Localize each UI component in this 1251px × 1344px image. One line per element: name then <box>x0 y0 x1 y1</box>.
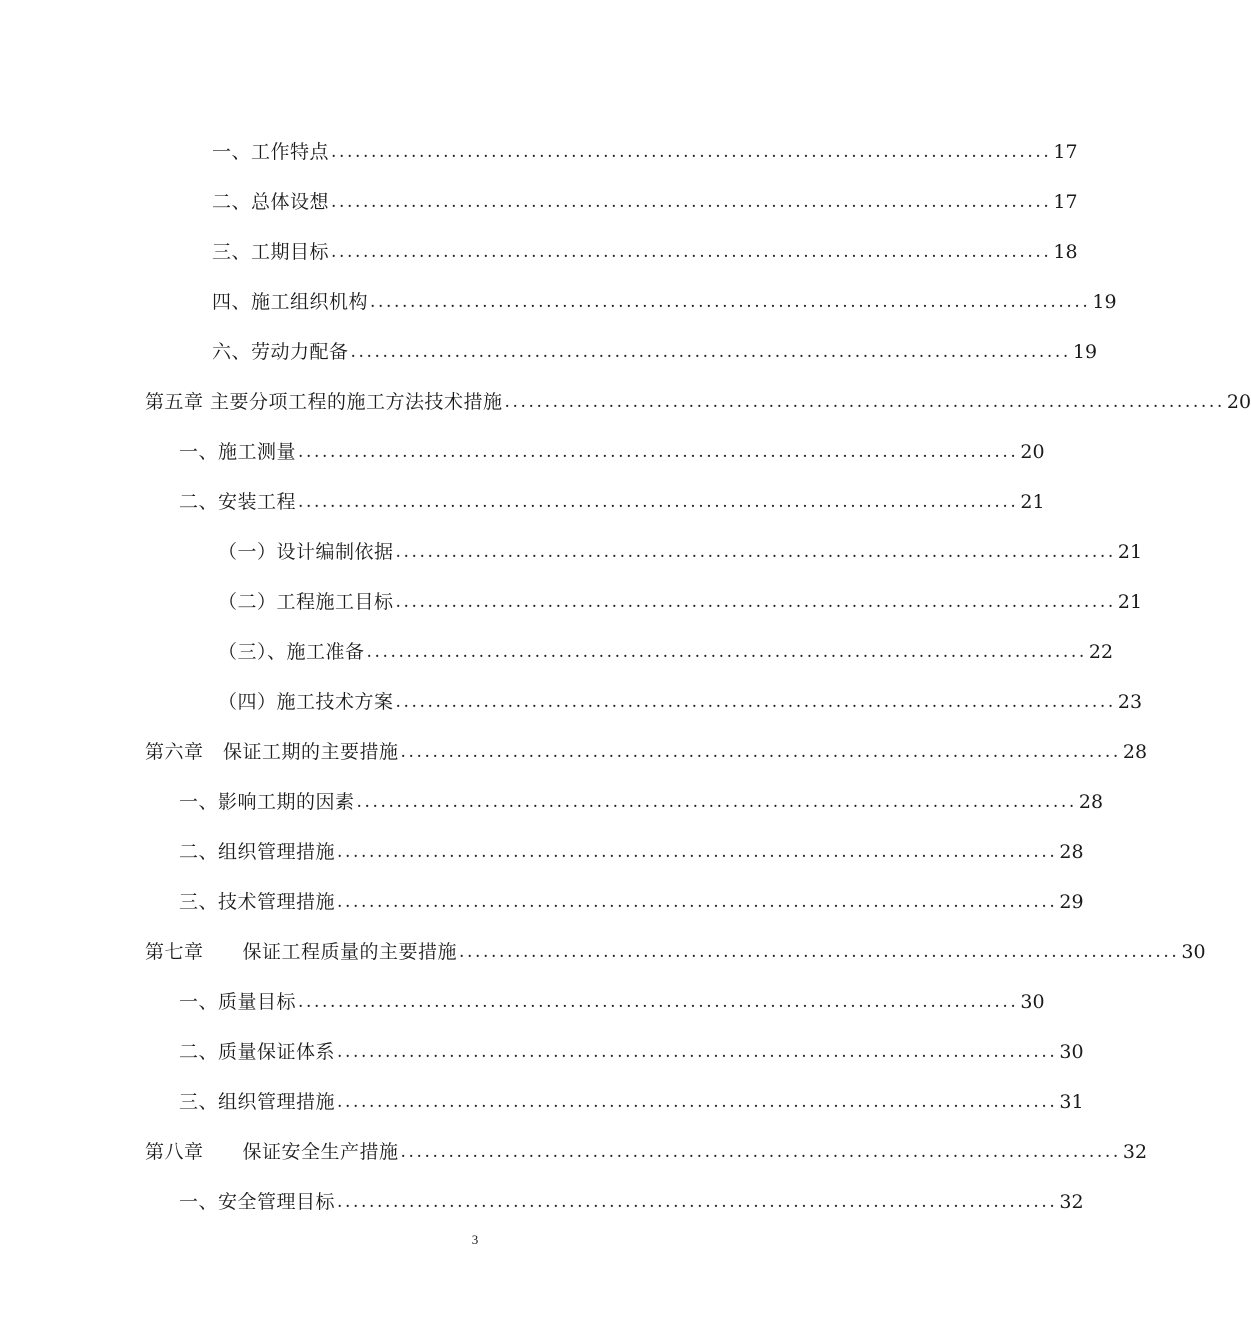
toc-entry-label: 第七章 保证工程质量的主要措施 <box>145 941 458 963</box>
toc-entry-page: 32 <box>1122 1141 1148 1163</box>
toc-entry-page: 19 <box>1092 291 1117 313</box>
toc-entry-page: 30 <box>1181 941 1206 963</box>
dot-leader: .......................................................................................... <box>370 292 1091 312</box>
toc-entry-page: 21 <box>1117 591 1143 613</box>
toc-entry[interactable] <box>218 627 1114 677</box>
dot-leader: .......................................................................................... <box>298 992 1019 1012</box>
toc-entry[interactable] <box>212 277 1117 327</box>
toc-entry[interactable] <box>218 677 1143 727</box>
toc-entry-label: （三）、施工准备 <box>218 641 365 663</box>
toc-entry-label: 六、劳动力配备 <box>212 341 349 363</box>
dot-leader: .......................................................................................... <box>395 592 1116 612</box>
toc-entry-page: 22 <box>1088 641 1114 663</box>
toc-entry-page: 20 <box>1020 441 1045 463</box>
toc-entry[interactable] <box>179 1077 1084 1127</box>
toc-entry-label: 第六章 保证工期的主要措施 <box>145 741 399 763</box>
toc-entry-page: 20 <box>1226 391 1251 413</box>
toc-entry[interactable] <box>179 427 1045 477</box>
dot-leader: .......................................................................................... <box>331 192 1052 212</box>
dot-leader: .......................................................................................... <box>350 342 1071 362</box>
toc-entry[interactable] <box>218 577 1143 627</box>
dot-leader: .......................................................................................... <box>395 692 1116 712</box>
toc-entry-page: 31 <box>1059 1091 1084 1113</box>
toc-entry[interactable] <box>179 977 1045 1027</box>
dot-leader: .......................................................................................... <box>504 392 1225 412</box>
dot-leader: .......................................................................................... <box>337 892 1058 912</box>
toc-entry[interactable] <box>212 177 1078 227</box>
toc-entry-page: 28 <box>1122 741 1148 763</box>
toc-entry-page: 28 <box>1059 841 1084 863</box>
dot-leader: .......................................................................................... <box>459 942 1180 962</box>
toc-chapter-entry[interactable] <box>145 1127 1148 1177</box>
toc-entry-label: （二）工程施工目标 <box>218 591 394 613</box>
dot-leader: .......................................................................................... <box>337 842 1058 862</box>
dot-leader: .......................................................................................... <box>337 1192 1058 1212</box>
page-number: 3 <box>471 1232 479 1247</box>
toc-entry[interactable] <box>212 227 1078 277</box>
toc-entry[interactable] <box>179 827 1084 877</box>
toc-chapter-entry[interactable] <box>145 927 1206 977</box>
dot-leader: .......................................................................................... <box>400 742 1121 762</box>
toc-entry-label: 第八章 保证安全生产措施 <box>145 1141 399 1163</box>
toc-entry[interactable] <box>212 327 1098 377</box>
toc-entry-label: （一）设计编制依据 <box>218 541 394 563</box>
toc-entry[interactable] <box>218 527 1143 577</box>
dot-leader: .......................................................................................... <box>337 1042 1058 1062</box>
toc-entry-label: 一、施工测量 <box>179 441 297 463</box>
toc-entry-label: 一、质量目标 <box>179 991 297 1013</box>
dot-leader: .......................................................................................... <box>395 542 1116 562</box>
dot-leader: .......................................................................................... <box>337 1092 1058 1112</box>
toc-entry-page: 18 <box>1053 241 1078 263</box>
toc-entry-label: 二、总体设想 <box>212 191 330 213</box>
toc-entry-label: 二、安装工程 <box>179 491 297 513</box>
toc-entry-page: 30 <box>1059 1041 1084 1063</box>
toc-entry-label: 第五章 主要分项工程的施工方法技术措施 <box>145 391 503 413</box>
toc-entry-page: 19 <box>1072 341 1098 363</box>
toc-chapter-entry[interactable] <box>145 377 1251 427</box>
toc-entry-label: 二、质量保证体系 <box>179 1041 336 1063</box>
toc-entry-label: 二、组织管理措施 <box>179 841 336 863</box>
toc-entry[interactable] <box>179 477 1045 527</box>
toc-entry[interactable] <box>179 777 1104 827</box>
toc-entry-page: 21 <box>1117 541 1143 563</box>
toc-entry-label: 一、安全管理目标 <box>179 1191 336 1213</box>
toc-entry-page: 29 <box>1059 891 1084 913</box>
toc-entry-label: 三、工期目标 <box>212 241 330 263</box>
toc-entry-page: 21 <box>1020 491 1045 513</box>
toc-chapter-entry[interactable] <box>145 727 1148 777</box>
toc-entry-label: 三、组织管理措施 <box>179 1091 336 1113</box>
dot-leader: .......................................................................................... <box>400 1142 1121 1162</box>
dot-leader: .......................................................................................... <box>298 492 1019 512</box>
dot-leader: .......................................................................................... <box>366 642 1087 662</box>
toc-entry[interactable] <box>179 1177 1084 1227</box>
toc-entry[interactable] <box>212 127 1078 177</box>
toc-entry[interactable] <box>179 1027 1084 1077</box>
toc-entry-page: 17 <box>1053 141 1078 163</box>
toc-entry-label: 一、影响工期的因素 <box>179 791 355 813</box>
dot-leader: .......................................................................................... <box>356 792 1077 812</box>
toc-entry-label: 三、技术管理措施 <box>179 891 336 913</box>
dot-leader: .......................................................................................... <box>298 442 1019 462</box>
toc-entry-page: 17 <box>1053 191 1078 213</box>
toc-entry-label: 四、施工组织机构 <box>212 291 369 313</box>
dot-leader: .......................................................................................... <box>331 142 1052 162</box>
toc-entry-page: 23 <box>1117 691 1143 713</box>
toc-entry-label: 一、工作特点 <box>212 141 330 163</box>
toc-entry-page: 32 <box>1059 1191 1084 1213</box>
toc-entry-page: 28 <box>1078 791 1104 813</box>
toc-entry[interactable] <box>179 877 1084 927</box>
toc-entry-label: （四）施工技术方案 <box>218 691 394 713</box>
toc-entry-page: 30 <box>1020 991 1045 1013</box>
dot-leader: .......................................................................................... <box>331 242 1052 262</box>
